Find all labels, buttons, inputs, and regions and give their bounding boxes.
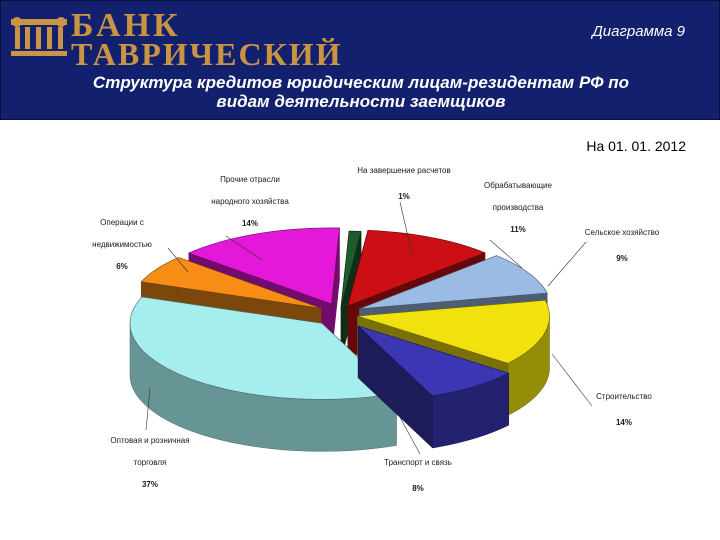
slice-value-label: 14%: [241, 219, 259, 228]
slice-label: народного хозяйства: [211, 197, 289, 206]
leader-line: [552, 354, 592, 406]
slice-value-label: 9%: [616, 254, 628, 263]
slice-label: Строительство: [596, 392, 652, 401]
slice-value-label: 11%: [510, 225, 526, 234]
slice-label: Оптовая и розничная: [110, 436, 190, 445]
chart-title-line1: Структура кредитов юридическим лицам-резидентам РФ по: [92, 73, 630, 92]
bank-name-line2: ТАВРИЧЕСКИЙ: [71, 36, 343, 72]
slice-value-label: 8%: [412, 484, 424, 493]
diagram-number: Диаграмма 9: [592, 23, 685, 40]
slice-label: Сельское хозяйство: [584, 228, 660, 237]
slice-label: производства: [492, 203, 544, 212]
slice-label: Операции с: [100, 218, 144, 227]
header-banner: [0, 0, 720, 120]
chart-title: [1, 73, 720, 111]
pie-chart: [0, 118, 720, 540]
slice-label: торговля: [133, 458, 167, 467]
slice-value-label: 37%: [141, 480, 159, 489]
slice-value-label: 1%: [398, 192, 410, 201]
columns-icon: [11, 18, 67, 56]
slice-value-label: 6%: [116, 262, 128, 271]
slice-label: Обрабатывающие: [484, 181, 552, 190]
chart-title-line2: видам деятельности заемщиков: [216, 92, 506, 111]
bank-name-line1: БАНК: [71, 7, 181, 44]
slice-value-label: 14%: [615, 418, 633, 427]
leader-line: [548, 242, 586, 286]
slice-label: Транспорт и связь: [384, 458, 452, 467]
slice-label: недвижимостью: [92, 240, 152, 249]
slice-label: На завершение расчетов: [357, 166, 451, 175]
slice-label: Прочие отрасли: [220, 175, 280, 184]
date-label: На 01. 01. 2012: [586, 138, 686, 154]
